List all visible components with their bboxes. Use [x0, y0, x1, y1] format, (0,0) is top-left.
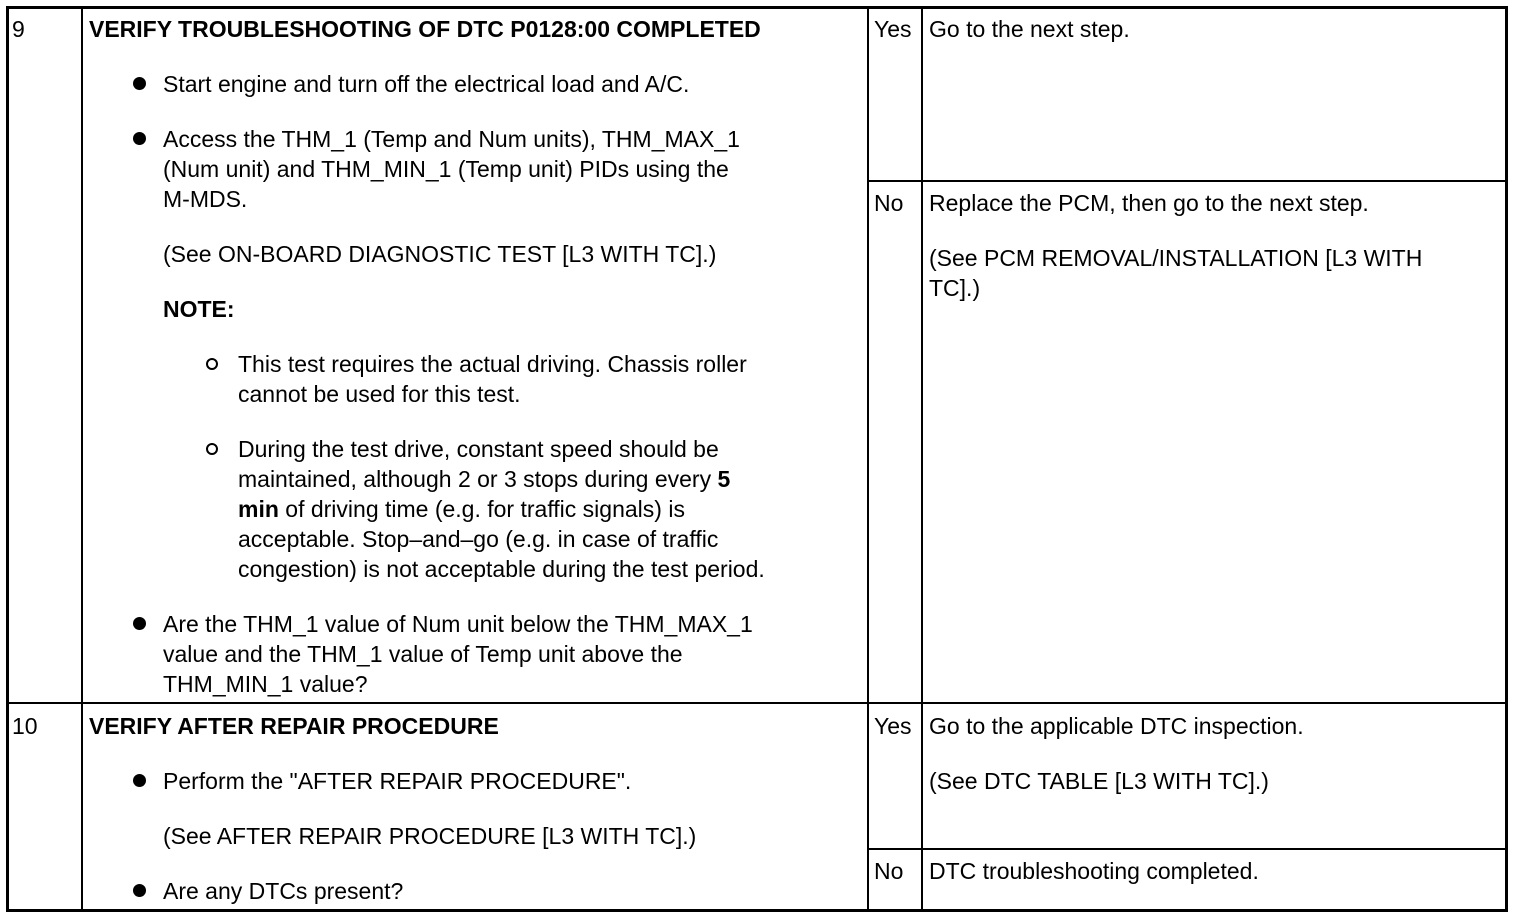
- result-yes-label: Yes: [874, 713, 912, 739]
- table-border-bottom: [6, 909, 1508, 912]
- step-number: 10: [12, 713, 38, 739]
- result-yes-action: Go to the next step.: [929, 16, 1130, 42]
- bullet-icon: [133, 617, 146, 630]
- step-instruction-line: Access the THM_1 (Temp and Num units), THM_MAX_1: [163, 126, 740, 152]
- see-reference: (See ON-BOARD DIAGNOSTIC TEST [L3 WITH TC].): [163, 241, 717, 267]
- step-instruction-line: M-MDS.: [163, 186, 248, 212]
- bullet-icon: [133, 774, 146, 787]
- note-line: During the test drive, constant speed should be: [238, 436, 719, 462]
- result-no-label: No: [874, 190, 904, 216]
- col-divider-step: [81, 6, 83, 912]
- result-no-see-line: TC].): [929, 275, 981, 301]
- note-bold-value: 5: [717, 466, 731, 492]
- bullet-icon: [133, 77, 146, 90]
- table-border-right: [1505, 6, 1508, 912]
- circle-bullet-icon: [206, 443, 218, 455]
- question-line: value and the THM_1 value of Temp unit above the: [163, 641, 683, 667]
- step-instruction: Perform the "AFTER REPAIR PROCEDURE".: [163, 768, 632, 794]
- question-line: THM_MIN_1 value?: [163, 671, 368, 697]
- yes-no-divider-9: [867, 180, 1508, 182]
- note-line: acceptable. Stop–and–go (e.g. in case of traffic: [238, 526, 719, 552]
- result-no-see-line: (See PCM REMOVAL/INSTALLATION [L3 WITH: [929, 245, 1423, 271]
- note-line: cannot be used for this test.: [238, 381, 521, 407]
- step-instruction-line: (Num unit) and THM_MIN_1 (Temp unit) PIDs using the: [163, 156, 729, 182]
- table-border-top: [6, 6, 1508, 9]
- note-line: This test requires the actual driving. Chassis roller: [238, 351, 747, 377]
- note-line: congestion) is not acceptable during the test period.: [238, 556, 765, 582]
- step-instruction: Start engine and turn off the electrical load and A/C.: [163, 71, 690, 97]
- col-divider-result: [867, 6, 869, 912]
- note-line: [238, 464, 730, 494]
- step-title: VERIFY AFTER REPAIR PROCEDURE: [89, 713, 499, 739]
- question-line: Are the THM_1 value of Num unit below the THM_MAX_1: [163, 611, 753, 637]
- yes-no-divider-10: [867, 848, 1508, 850]
- row-divider: [6, 702, 1508, 704]
- bullet-icon: [133, 132, 146, 145]
- col-divider-action: [921, 6, 923, 912]
- result-no-action: Replace the PCM, then go to the next step.: [929, 190, 1369, 216]
- bullet-icon: [133, 884, 146, 897]
- step-number: 9: [12, 16, 25, 42]
- note-label: NOTE:: [163, 296, 235, 322]
- result-no-label: No: [874, 858, 904, 884]
- step-title: VERIFY TROUBLESHOOTING OF DTC P0128:00 COMPLETED: [89, 16, 761, 42]
- note-text: of driving time (e.g. for traffic signals) is: [278, 496, 685, 522]
- note-line: [238, 494, 685, 524]
- result-yes-see: (See DTC TABLE [L3 WITH TC].): [929, 768, 1269, 794]
- note-bold-unit: min: [238, 496, 279, 522]
- result-yes-label: Yes: [874, 16, 912, 42]
- note-text: maintained, although 2 or 3 stops during every: [238, 466, 718, 492]
- table-border-left: [6, 6, 9, 912]
- question-line: Are any DTCs present?: [163, 878, 404, 904]
- see-reference: (See AFTER REPAIR PROCEDURE [L3 WITH TC].): [163, 823, 697, 849]
- result-yes-action: Go to the applicable DTC inspection.: [929, 713, 1304, 739]
- circle-bullet-icon: [206, 358, 218, 370]
- result-no-action: DTC troubleshooting completed.: [929, 858, 1259, 884]
